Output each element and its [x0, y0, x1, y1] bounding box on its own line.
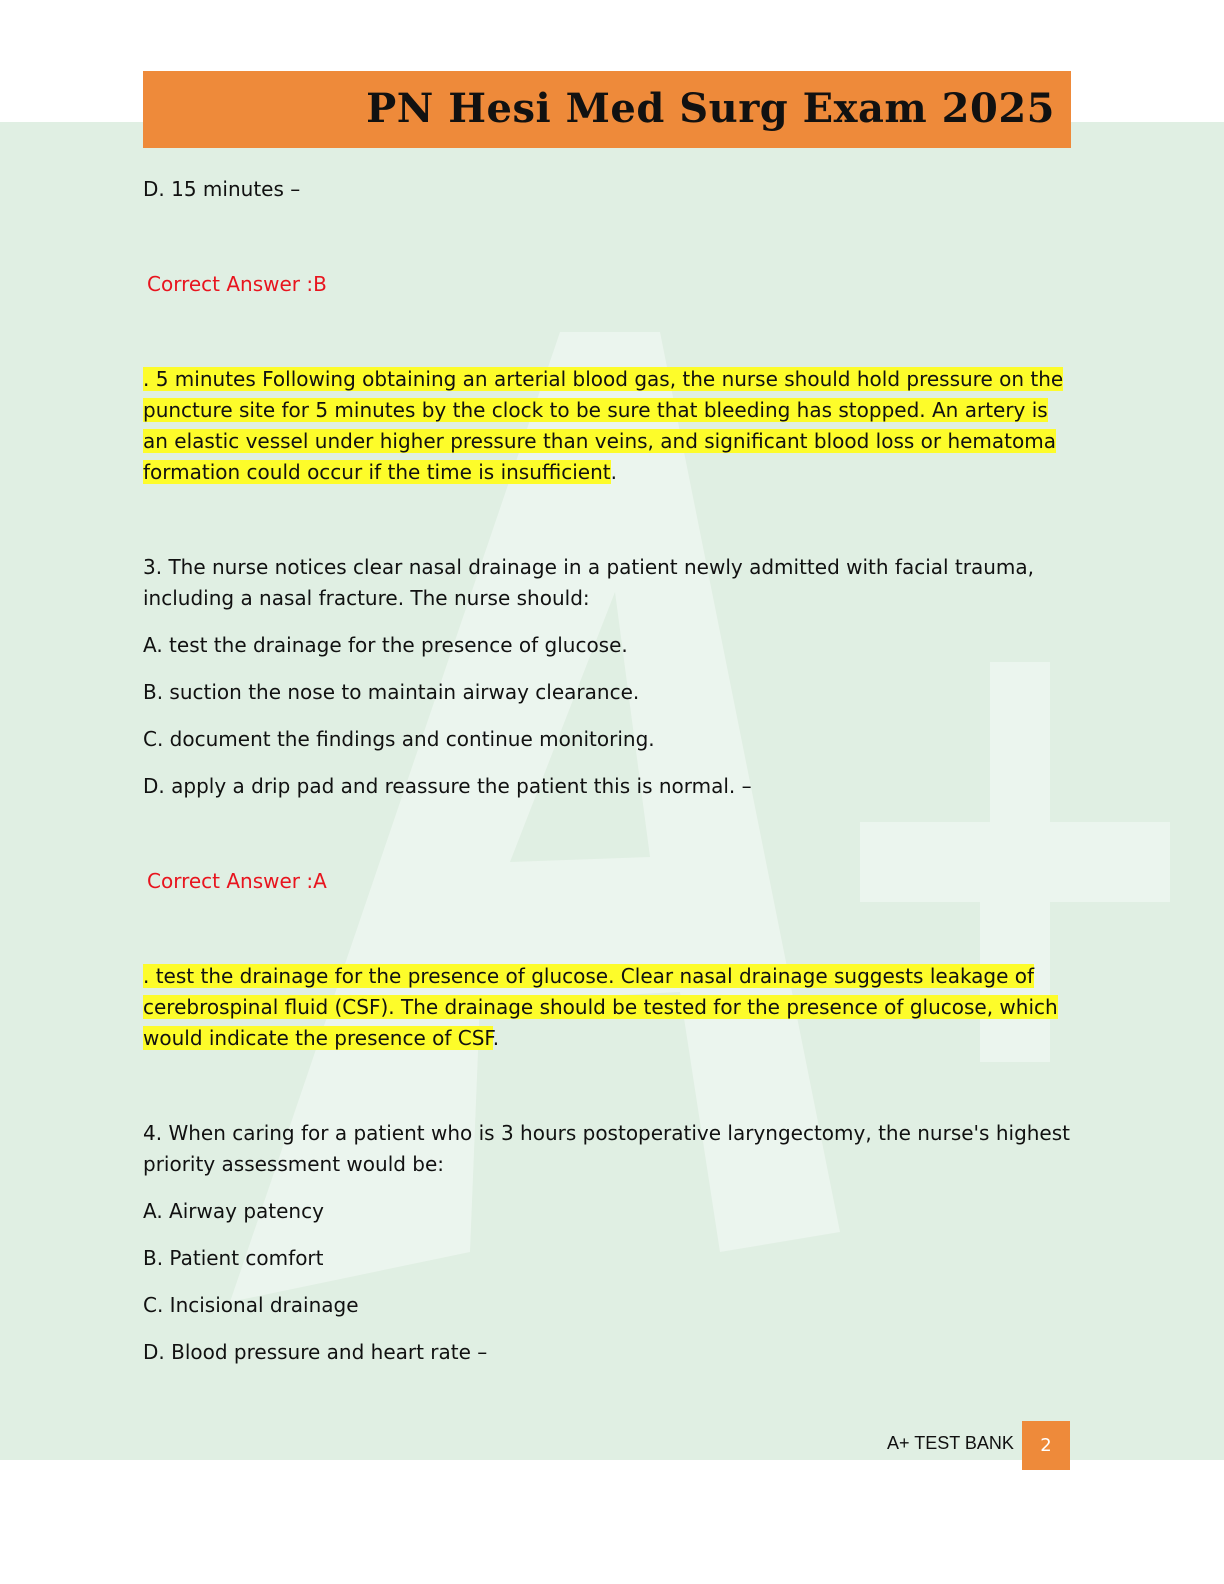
- question-4: 4. When caring for a patient who is 3 hours postoperative laryngectomy, the nurse's highest priority assessment would be:: [143, 1121, 1071, 1176]
- header-bar: [143, 71, 1071, 148]
- correct-answer-q3: Correct Answer :A: [147, 869, 327, 893]
- correct-answer-q2: Correct Answer :B: [147, 272, 327, 296]
- question-3: 3. The nurse notices clear nasal drainage in a patient newly admitted with facial trauma, including a nasal fracture. The nurse should:: [143, 555, 1035, 610]
- document-body: [143, 174, 1073, 1368]
- q4-option-d: D. Blood pressure and heart rate –: [143, 1340, 488, 1364]
- q3-option-b: B. suction the nose to maintain airway clearance.: [143, 680, 640, 704]
- highlighted-explanation-q2: . 5 minutes Following obtaining an arterial blood gas, the nurse should hold pressure on the puncture site for 5 minutes by the clock to be sure that bleeding has stopped. An artery is an elastic vessel under higher pressure than veins, and significant blood loss or hematoma formation could occur if the time is insufficient: [143, 367, 1064, 484]
- q4-option-c: C. Incisional drainage: [143, 1293, 359, 1317]
- previous-option-d: D. 15 minutes –: [143, 177, 301, 201]
- q3-option-d: D. apply a drip pad and reassure the patient this is normal. –: [143, 774, 752, 798]
- highlighted-explanation-q3: . test the drainage for the presence of glucose. Clear nasal drainage suggests leakage of cerebrospinal fluid (CSF). The drainage should be tested for the presence of glucose, which would indicate the presence of CSF: [143, 964, 1058, 1050]
- q3-option-a: A. test the drainage for the presence of glucose.: [143, 633, 628, 657]
- q3-option-c: C. document the findings and continue monitoring.: [143, 727, 655, 751]
- page-title: PN Hesi Med Surg Exam 2025: [366, 85, 1055, 132]
- q4-option-a: A. Airway patency: [143, 1199, 324, 1223]
- explanation-q2: . 5 minutes Following obtaining an arterial blood gas, the nurse should hold pressure on the puncture site for 5 minutes by the clock to be sure that bleeding has stopped. An artery is an elastic vessel under higher pressure than veins, and significant blood loss or hematoma formation could occur if the time is insufficient.: [143, 367, 1064, 484]
- explanation-q3: . test the drainage for the presence of glucose. Clear nasal drainage suggests leakage of cerebrospinal fluid (CSF). The drainage should be tested for the presence of glucose, which would indicate the presence of CSF.: [143, 964, 1058, 1050]
- page-number: 2: [1022, 1421, 1070, 1470]
- q4-option-b: B. Patient comfort: [143, 1246, 324, 1270]
- footer-label: A+ TEST BANK: [887, 1433, 1014, 1453]
